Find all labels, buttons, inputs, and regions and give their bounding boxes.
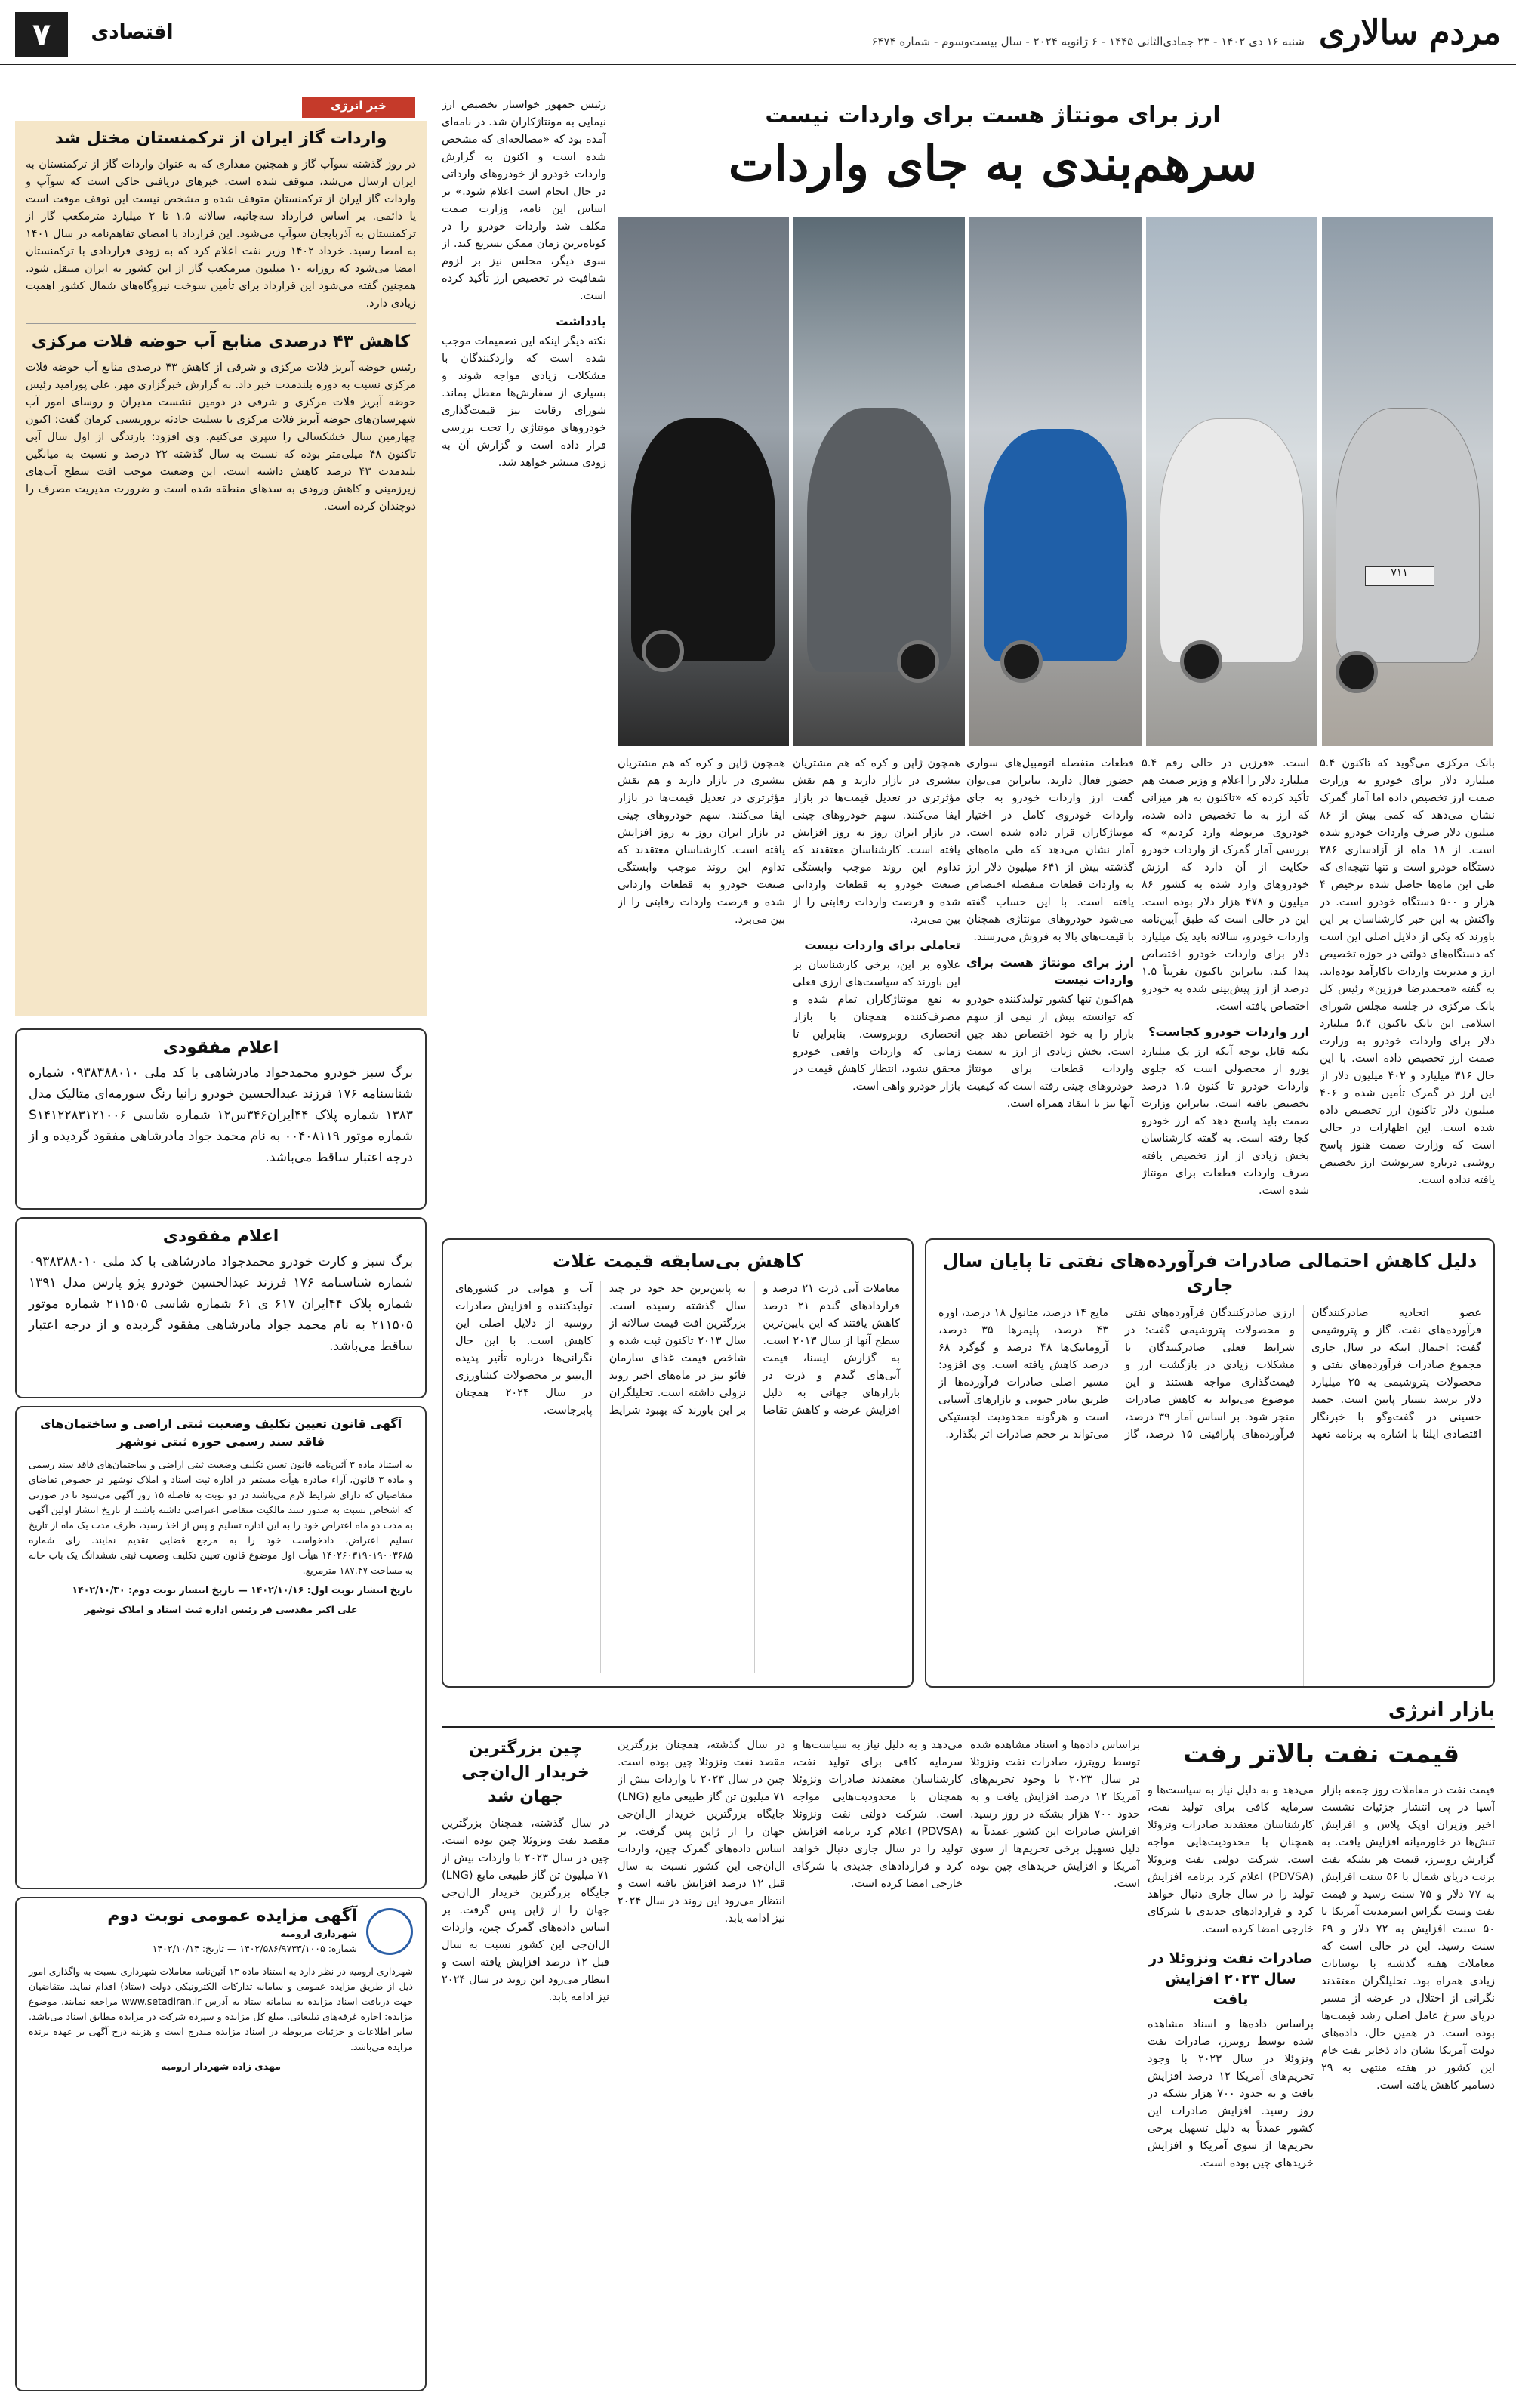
lead-col5-text: رئیس جمهور خواستار تخصیص ارز نیمایی به مونتاژکاران شد. در نامه‌ای آمده بود که «مصالحه‌ای که مشخص شده است و اکنون به گزارش واردات خودرو از خودروهای وارداتی در حال انجام است اعلام شود.» بر اساس این نامه، وزارت صمت مکلف شد واردات خودرو را در کوتاه‌ترین زمان ممکن تسریع کند. از سوی دیگر، مجلس نیز بر لزوم شفافیت در تخصیص ارز تأکید کرده است. [442, 99, 606, 302]
auction-body: شهرداری ارومیه در نظر دارد به استناد ماده ۱۳ آئین‌نامه معاملات شهرداری نسبت به واگذاری امور ذیل از طریق مزایده عمومی و سامانه تدارکات الکترونیکی دولت (ستاد) اقدام نماید. متقاضیان جهت دریافت اسناد مزایده به سامانه ستاد به آدرس www.setadiran.ir مراجعه نمایند. موضوع مزایده: اجاره غرفه‌های تبلیغاتی. مبلغ کل مزایده و سپرده شرکت در مزایده مطابق اسناد می‌باشد. سایر اطلاعات و جزئیات مربوطه در اسناد مزایده مندرج است و هزینه درج آگهی بر عهده برنده مزایده می‌باشد. [29, 1966, 413, 2052]
page-number: ۷ [15, 12, 68, 57]
venezuela-body-cont: براساس داده‌ها و اسناد مشاهده شده توسط رویترز، صادرات نفت ونزوئلا در سال ۲۰۲۳ با وجود تحریم‌های آمریکا ۱۲ درصد افزایش یافت و به حدود ۷۰۰ هزار بشکه در روز رسید. افزایش صادرات این کشور عمدتاً به دلیل تسهیل برخی تحریم‌ها از سوی آمریکا و افزایش خریدهای چین بوده است. [970, 1739, 1140, 1890]
oil-body-cont: می‌دهد و به دلیل نیاز به سیاست‌ها و سرمایه کافی برای تولید نفت، کارشناسان معتقدند صادرات ونزوئلا همچنان با محدودیت‌هایی مواجه است. شرکت دولتی نفت ونزوئلا (PDVSA) اعلام کرد برنامه افزایش تولید را در سال جاری دنبال خواهد کرد و قراردادهای جدیدی با شرکای خارجی امضا کرده است. [1148, 1784, 1314, 1935]
grain-prices-title: کاهش بی‌سابقه قیمت غلات [552, 1250, 803, 1272]
lead-column-6 [442, 97, 606, 1222]
lead-column-2 [1142, 755, 1309, 1227]
car-photo-slat-blue [969, 217, 1141, 746]
china-lng-body-a: در سال گذشته، همچنان بزرگترین مقصد نفت ونزوئلا چین بوده است. چین در سال ۲۰۲۳ با واردات بیش از ۷۱ میلیون تن گاز طبیعی مایع (LNG) جایگاه بزرگترین خریدار ال‌ان‌جی جهان را از ژاپن پس گرفت. بر اساس داده‌های گمرک چین، واردات ال‌ان‌جی این کشور نسبت به سال قبل ۱۲ درصد افزایش یافته است و انتظار می‌رود این روند در سال ۲۰۲۴ نیز ادامه یابد. [618, 1739, 785, 1925]
car-photo-slat-white [1146, 217, 1317, 746]
car-photo-slat-silver [1322, 217, 1493, 746]
lead-col4-subhead: تعاملی برای واردات نیست [804, 938, 960, 952]
notice1-body: برگ سبز خودرو محمدجواد مادرشاهی با کد ملی ۰۹۳۸۳۸۸۰۱۰ شماره شناسنامه ۱۷۶ فرزند عبدالحسین خودرو رانیا رنگ سورمه‌ای متالیک مدل ۱۳۸۳ شماره پلاک ۴۴ایران۳۴۶س۱۲ شماره شاسی S۱۴۱۲۲۸۳۱۲۱۰۰۶ شماره موتور ۰۰۴۰۸۱۱۹ به نام محمد جواد مادرشاهی مفقود گردیده و از درجه اعتبار ساقط می‌باشد. [29, 1065, 413, 1165]
lost-document-notice-2 [15, 1217, 427, 1398]
municipality-logo-icon [366, 1908, 413, 1955]
energy-market-header [442, 1697, 1495, 1728]
oil-body: قیمت نفت در معاملات روز جمعه بازار آسیا در پی انتشار جزئیات نشست اخیر وزیران اوپک پلاس و افزایش تنش‌ها در خاورمیانه افزایش یافت. به گزارش رویترز، قیمت هر بشکه نفت برنت دریای شمال با ۵۶ سنت افزایش به ۷۷ دلار و ۷۵ سنت رسید و قیمت نفت وست تگزاس اینترمدیت آمریکا با ۵۰ سنت افزایش به ۷۲ دلار و ۶۹ سنت رسید. این در حالی است که معاملات هفته گذشته با نوسانات زیادی همراه بود. تحلیلگران معتقدند نگرانی از اختلال در عرضه از مسیر دریای سرخ عامل اصلی رشد قیمت‌ها بوده است. در همین حال، داده‌های دولت آمریکا نشان داد ذخایر نفت خام این کشور در هفته منتهی به ۲۹ دسامبر کاهش یافته است. [1321, 1784, 1495, 2092]
lead-photo [618, 217, 1493, 746]
registry-notice-body: به استناد ماده ۳ آئین‌نامه قانون تعیین تکلیف وضعیت ثبتی اراضی و ساختمان‌های فاقد سند رسمی و ماده ۳ قانون، آراء صادره هیأت مستقر در اداره ثبت اسناد و املاک نوشهر در خصوص تقاضای متقاضیان که دارای شرایط لازم می‌باشند در دو نوبت به فاصله ۱۵ روز آگهی می‌شود تا در صورتی که اشخاص نسبت به صدور سند مالکیت متقاضی اعتراضی داشته باشند از تاریخ انتشار اولین آگهی به مدت دو ماه اعتراض خود را به این اداره تسلیم و پس از اخذ رسید، ظرف مدت یک ماه از تاریخ تسلیم اعتراض، دادخواست خود را به مرجع قضایی تقدیم نمایند. رای شماره ۱۴۰۲۶۰۳۱۹۰۱۹۰۰۳۶۸۵ هیأت اول موضوع قانون تعیین تکلیف وضعیت ثبتی ششدانگ یک باب خانه به مساحت ۱۸۷.۴۷ مترمربع. [29, 1459, 414, 1576]
notice2-body: برگ سبز و کارت خودرو محمدجواد مادرشاهی با کد ملی ۰۹۳۸۳۸۸۰۱۰ شماره شناسنامه ۱۷۶ فرزند عبدالحسین خودرو پژو پارس مدل ۱۳۹۱ شماره پلاک ۴۴ایران ۶۱۷ ی ۶۱ شماره شاسی ۲۱۱۵۰۵ شماره موتور ۲۱۱۵۰۵ به نام محمد جواد مادرشاهی مفقود گردیده و از درجه اعتبار ساقط می‌باشد. [29, 1254, 413, 1354]
registry-notice [15, 1406, 427, 1889]
lead-col2-text: است. «فرزین در حالی رقم ۵.۴ میلیارد دلار را اعلام و وزیر صمت هم تأکید کرده که «تاکنون به هر میزانی که ارز به ما تخصیص داده شده، خودروی مربوطه وارد کردیم» که بررسی آمار گمرک از واردات خودرو حکایت از آن دارد که ارزش خودروهای وارد شده به کشور ۸۶ میلیون و ۴۷۸ هزار دلار بوده است. این در حالی است که طبق آیین‌نامه واردات خودرو، سالانه باید یک میلیارد دلار برای واردات خودرو اختصاص پیدا کند. بنابراین تاکنون تقریباً ۱.۵ درصد از ارز پیش‌بینی شده به خودرو اختصاص یافته است. [1142, 757, 1309, 1013]
auction-org: شهرداری ارومیه [280, 1928, 357, 1939]
energy-news-box [15, 121, 427, 1016]
auction-signature: مهدی زاده شهردار ارومیه [161, 2061, 281, 2072]
auction-ref: شماره: ۱۴۰۲/۵۸۶/۹۷۳۳/۱۰۰۵ — تاریخ: ۱۴۰۲/۱۰/۱۴ [152, 1943, 357, 1954]
oil-column-4 [793, 1737, 963, 2390]
petroleum-exports-body: عضو اتحادیه صادرکنندگان فرآورده‌های نفت، گاز و پتروشیمی گفت: احتمال اینکه در سال جاری مجموع صادرات فرآورده‌های نفتی و محصولات پتروشیمی به ۲۵ میلیارد دلار برسد بسیار پایین است. حمید حسینی در گفت‌وگو با خبرنگار اقتصادی ایلنا با اشاره به برنامه تعهد ارزی صادرکنندگان فرآورده‌های نفتی و محصولات پتروشیمی گفت: در شرایط فعلی صادرکنندگان با مشکلات زیادی در بازگشت ارز و قیمت‌گذاری مواجه هستند و این موضوع می‌تواند به کاهش صادرات منجر شود. بر اساس آمار ۳۹ درصد، فرآورده‌های پارافینی ۱۵ درصد، گاز مایع ۱۴ درصد، متانول ۱۸ درصد، اوره ۴۳ درصد، پلیمرها ۳۵ درصد، آروماتیک‌ها ۴۸ درصد و گوگرد ۶۸ درصد کاهش یافته است. وی افزود: مسیر اصلی صادرات فرآورده‌ها از طریق بنادر جنوبی و بازارهای آسیایی است و هرگونه محدودیت لجستیکی می‌تواند بر حجم صادرات اثر بگذارد. [938, 1307, 1481, 1441]
lead-col3b-text: هم‌اکنون تنها کشور تولیدکننده خودرو که توانسته بیش از نیمی از سهم بازار را به خود اختصاص دهد چین است. بخش زیادی از ارز به سمت واردات قطعات برای مونتاژ خودروهای چینی رفته است که کیفیت آنها نیز با انتقاد همراه است. [966, 994, 1134, 1110]
grain-prices-box [442, 1238, 914, 1688]
notice1-title: اعلام مفقودی [162, 1038, 279, 1057]
auction-notice [15, 1897, 427, 2391]
oil-price-title: قیمت نفت بالاتر رفت [1182, 1739, 1460, 1769]
lead-column-5 [618, 755, 785, 1227]
lead-col2b-text: نکته قابل توجه آنکه ارز یک میلیارد یورو از محصولی است که جلوی واردات خودرو تا کنون ۱.۵ درصد تخصیص یافته است. بنابراین وزارت صمت باید پاسخ دهد که ارز خودرو کجا رفته است. به گفته کارشناسان بخش زیادی از ارز تخصیص یافته صرف واردات قطعات برای مونتاژ شده است. [1142, 1046, 1309, 1197]
lead-column-3 [966, 755, 1134, 1227]
auction-title: آگهی مزایده عمومی نوبت دوم [107, 1907, 357, 1925]
petroleum-exports-body-wrap [938, 1305, 1481, 1688]
newspaper-logo: مردم سالاری [1318, 14, 1501, 52]
lead-headline: سرهم‌بندی به جای واردات [728, 136, 1258, 193]
lost-document-notice-1 [15, 1028, 427, 1210]
oil-column-5 [618, 1737, 785, 2390]
gas-import-body: در روز گذشته سوآپ گاز و همچنین مقداری که به عنوان واردات گاز از ترکمنستان به ایران ارسال می‌شد، متوقف شده است. خبرهای دریافتی حاکی است که سوآپ و واردات گاز ایران از ترکمنستان متوقف شده و مشخص نیست این توقف موقت است یا دائمی. بر اساس قرارداد سه‌جانبه، سالانه ۱.۵ تا ۲ میلیارد مترمکعب گاز از ترکمنستان به آذربایجان سوآپ می‌شود. این قرارداد با امضای تفاهم‌نامه در سال ۱۴۰۱ به امضا رسید. خرداد ۱۴۰۲ وزیر نفت اعلام کرد که به زودی قراردادی با ترکمنستان امضا می‌شود که روزانه ۱۰ میلیون مترمکعب گاز از این کشور به ایران منتقل شود. همچنین گفته می‌شود این قرارداد برای تأمین سوخت نیروگاه‌های شمال کشور اهمیت زیادی دارد. [26, 159, 417, 310]
venezuela-subhead: صادرات نفت ونزوئلا در سال ۲۰۲۳ افزایش یافت [1148, 1950, 1313, 2008]
china-lng-subhead: چین بزرگترین خریدار ال‌ان‌جی جهان شد [461, 1739, 590, 1806]
lead-col4-text: همچون ژاپن و کره که هم مشتریان بیشتری در بازار دارند و هم نقش مؤثرتری در تعدیل قیمت‌ها در بازار ایفا می‌کنند. سهم خودروهای چینی در بازار ایران روز به روز افزایش یافته است. کارشناسان معتقدند که تداوم این روند موجب وابستگی صنعت خودرو به قطعات وارداتی شده و فرصت واردات رقابتی را از بین می‌برد. [793, 757, 960, 926]
registry-notice-signature: علی اکبر مقدسی فر رئیس اداره ثبت اسناد و املاک نوشهر [84, 1604, 358, 1615]
news-tag: خبر انرژی [302, 97, 415, 118]
registry-notice-dates: تاریخ انتشار نوبت اول: ۱۴۰۲/۱۰/۱۶ — تاریخ انتشار نوبت دوم: ۱۴۰۲/۱۰/۳۰ [72, 1584, 413, 1596]
lead-col3-text: قطعات منفصله اتومبیل‌های سواری حضور فعال دارند. بنابراین می‌توان گفت ارز واردات خودرو به جای واردات خودروی کامل در اختیار مونتاژکاران قرار داده شده است. آمار نشان می‌دهد که طی ماه‌های گذشته بیش از ۶۴۱ میلیون دلار ارز به واردات قطعات منفصله اختصاص یافته است. با این حساب گفته می‌شود خودروهای مونتاژی همچنان با قیمت‌های بالا به فروش می‌رسند. [966, 757, 1134, 943]
notice2-title: اعلام مفقودی [162, 1227, 279, 1246]
lead-col3-subhead: ارز برای مونتاژ هست برای واردات نیست [966, 955, 1134, 987]
car-photo-slat-black [618, 217, 789, 746]
lead-col5-subhead: یادداشت [556, 314, 606, 328]
grain-prices-body: معاملات آتی ذرت ۲۱ درصد و قراردادهای گندم ۲۱ درصد کاهش یافتند که این پایین‌ترین سطح آنها از سال ۲۰۱۳ است. به گزارش ایسنا، قیمت آتی‌های گندم و ذرت در بازارهای جهانی به دلیل افزایش عرضه و کاهش تقاضا به پایین‌ترین حد خود در چند سال گذشته رسیده است. بزرگترین افت قیمت سالانه از سال ۲۰۱۳ تاکنون ثبت شده و شاخص قیمت غذای سازمان فائو نیز در ماه‌های اخیر روند نزولی داشته است. تحلیلگران بر این باورند که بهبود شرایط آب و هوایی در کشورهای تولیدکننده و افزایش صادرات روسیه از دلایل اصلی این کاهش است. با این حال نگرانی‌ها درباره تأثیر پدیده ال‌نینو بر محصولات کشاورزی در سال ۲۰۲۴ همچنان پابرجاست. [455, 1283, 900, 1417]
china-lng-body: در سال گذشته، همچنان بزرگترین مقصد نفت ونزوئلا چین بوده است. چین در سال ۲۰۲۳ با واردات بیش از ۷۱ میلیون تن گاز طبیعی مایع (LNG) جایگاه بزرگترین خریدار ال‌ان‌جی جهان را از ژاپن پس گرفت. بر اساس داده‌های گمرک چین، واردات ال‌ان‌جی این کشور نسبت به سال قبل ۱۲ درصد افزایش یافته است و انتظار می‌رود این روند در سال ۲۰۲۴ نیز ادامه یابد. [442, 1818, 609, 2003]
lead-column-1 [1320, 755, 1495, 1227]
lead-col1-text: بانک مرکزی می‌گوید که تاکنون ۵.۴ میلیارد دلار برای خودرو به وزارت صمت ارز تخصیص داده اما آمار گمرک نشان می‌دهد که کمی بیش از ۸۶ میلیون دلار صرف واردات خودرو شده است. از ۱۸ ماه از آزادسازی ۳۸۶ دستگاه خودرو است و تنها نتیجه‌ای که طی این ماه‌ها حاصل شده ترخیص ۴ هزار و ۵۰۰ دستگاه خودرو است. در واکنش به این خبر کارشناسان بر این باورند که یکی از دلایل اصلی این است که دستگاه‌های دولتی در حوزه تخصیص ارز و مدیریت واردات ناکارآمد بوده‌اند. به گفته «محمدرضا فرزین» رئیس کل بانک مرکزی در جلسه مجلس شورای اسلامی این بانک تاکنون ۵.۴ میلیارد دلار برای واردات خودرو به وزارت صمت ارز تخصیص داده است. با این حال ۳۱۶ میلیارد و ۴۰۲ میلیون دلار از این ارز در گمرک تأمین شده و ۴۰۶ میلیون دلار تاکنون ارز تخصیص داده شده است. این اظهارات در حالی است که وزارت صمت هنوز پاسخ روشنی درباره سرنوشت ارز تخصیص یافته نداده است. [1320, 757, 1495, 1186]
lead-col2-subhead: ارز واردات خودرو کجاست؟ [1148, 1025, 1309, 1039]
energy-market-label: بازار انرژی [1388, 1699, 1495, 1722]
masthead [0, 0, 1516, 66]
venezuela-body: براساس داده‌ها و اسناد مشاهده شده توسط رویترز، صادرات نفت ونزوئلا در سال ۲۰۲۳ با وجود تحریم‌های آمریکا ۱۲ درصد افزایش یافت و به حدود ۷۰۰ هزار بشکه در روز رسید. افزایش صادرات این کشور عمدتاً به دلیل تسهیل برخی تحریم‌ها از سوی آمریکا و افزایش خریدهای چین بوده است. [1148, 2018, 1314, 2169]
lead-column-4 [793, 755, 960, 1227]
dateline: شنبه ۱۶ دی ۱۴۰۲ - ۲۳ جمادی‌الثانی ۱۴۴۵ - ۶ ژانویه ۲۰۲۴ - سال بیست‌وسوم - شماره ۶۴۷۴ [871, 35, 1305, 48]
oil-column-1 [1321, 1782, 1495, 2390]
water-resources-title: کاهش ۴۳ درصدی منابع آب حوضه فلات مرکزی [31, 332, 411, 351]
oil-column-3 [970, 1737, 1140, 2390]
lead-col5b-text: نکته دیگر اینکه این تصمیمات موجب شده است که واردکنندگان با مشکلات زیادی مواجه شوند و بسیاری از سفارش‌ها معطل بماند. شورای رقابت نیز قیمت‌گذاری خودروهای مونتاژی را تحت بررسی قرار داده است و گزارش آن به زودی منتشر خواهد شد. [442, 335, 606, 469]
oil-column-2 [1148, 1782, 1314, 2390]
grain-prices-body-wrap [455, 1281, 900, 1673]
gas-import-title: واردات گاز ایران از ترکمنستان مختل شد [54, 129, 387, 148]
lead-col4c-text: همچون ژاپن و کره که هم مشتریان بیشتری در بازار دارند و هم نقش مؤثرتری در تعدیل قیمت‌ها در بازار ایفا می‌کنند. سهم خودروهای چینی در بازار ایران روز به روز افزایش یافته است. کارشناسان معتقدند که تداوم این روند موجب وابستگی صنعت خودرو به قطعات وارداتی شده و فرصت واردات رقابتی را از بین می‌برد. [618, 757, 785, 926]
oil-column-6 [442, 1737, 609, 2390]
oil-body-cont-2: می‌دهد و به دلیل نیاز به سیاست‌ها و سرمایه کافی برای تولید نفت، کارشناسان معتقدند صادرات ونزوئلا همچنان با محدودیت‌هایی مواجه است. شرکت دولتی نفت ونزوئلا (PDVSA) اعلام کرد برنامه افزایش تولید را در سال جاری دنبال خواهد کرد و قراردادهای جدیدی با شرکای خارجی امضا کرده است. [793, 1739, 963, 1890]
lead-col4b-text: علاوه بر این، برخی کارشناسان بر این باورند که سیاست‌های ارزی فعلی به نفع مونتاژکاران تمام شده و مصرف‌کننده همچنان با بازار انحصاری روبروست. بنابراین تا زمانی که واردات واقعی خودرو محقق نشود، انتظار کاهش قیمت در بازار خودرو واهی است. [793, 959, 960, 1093]
registry-notice-title: آگهی قانون تعیین تکلیف وضعیت ثبتی اراضی و ساختمان‌های فاقد سند رسمی حوزه ثبتی نوشهر [39, 1417, 402, 1449]
petroleum-exports-box [925, 1238, 1495, 1688]
section-title: اقتصادی [91, 21, 174, 44]
car-photo-slat-grey [793, 217, 965, 746]
water-resources-body: رئیس حوضه آبریز فلات مرکزی و شرقی از کاهش ۴۳ درصدی منابع آب حوضه فلات مرکزی نسبت به دوره بلندمدت خبر داد. به گزارش خبرگزاری مهر، علی پورامید رئیس حوضه آبریز فلات مرکزی و شرقی در دومین نشست مدیران و روسای امور آب شهرستان‌های حوضه آبریز فلات مرکزی با تسلیت حادثه تروریستی کرمان گفت: اکنون چهارمین سال خشکسالی را سپری می‌کنیم. وی افزود: بارندگی از اول سال آبی تاکنون ۴۸ میلی‌متر بوده که نسبت به سال گذشته ۲۲ درصد و نسبت به میانگین بلندمدت ۴۳ درصد کاهش داشته است. این وضعیت موجب افت سطح آب‌های زیرزمینی و کاهش ورودی به سدهای منطقه شده است و ضرورت مدیریت مصرف را دوچندان کرده است. [26, 362, 417, 513]
lead-kicker: ارز برای مونتاژ هست برای واردات نیست [765, 102, 1221, 128]
petroleum-exports-title: دلیل کاهش احتمالی صادرات فرآورده‌های نفتی تا پایان سال جاری [942, 1250, 1477, 1296]
license-plate: ۷۱۱ [1365, 566, 1434, 586]
